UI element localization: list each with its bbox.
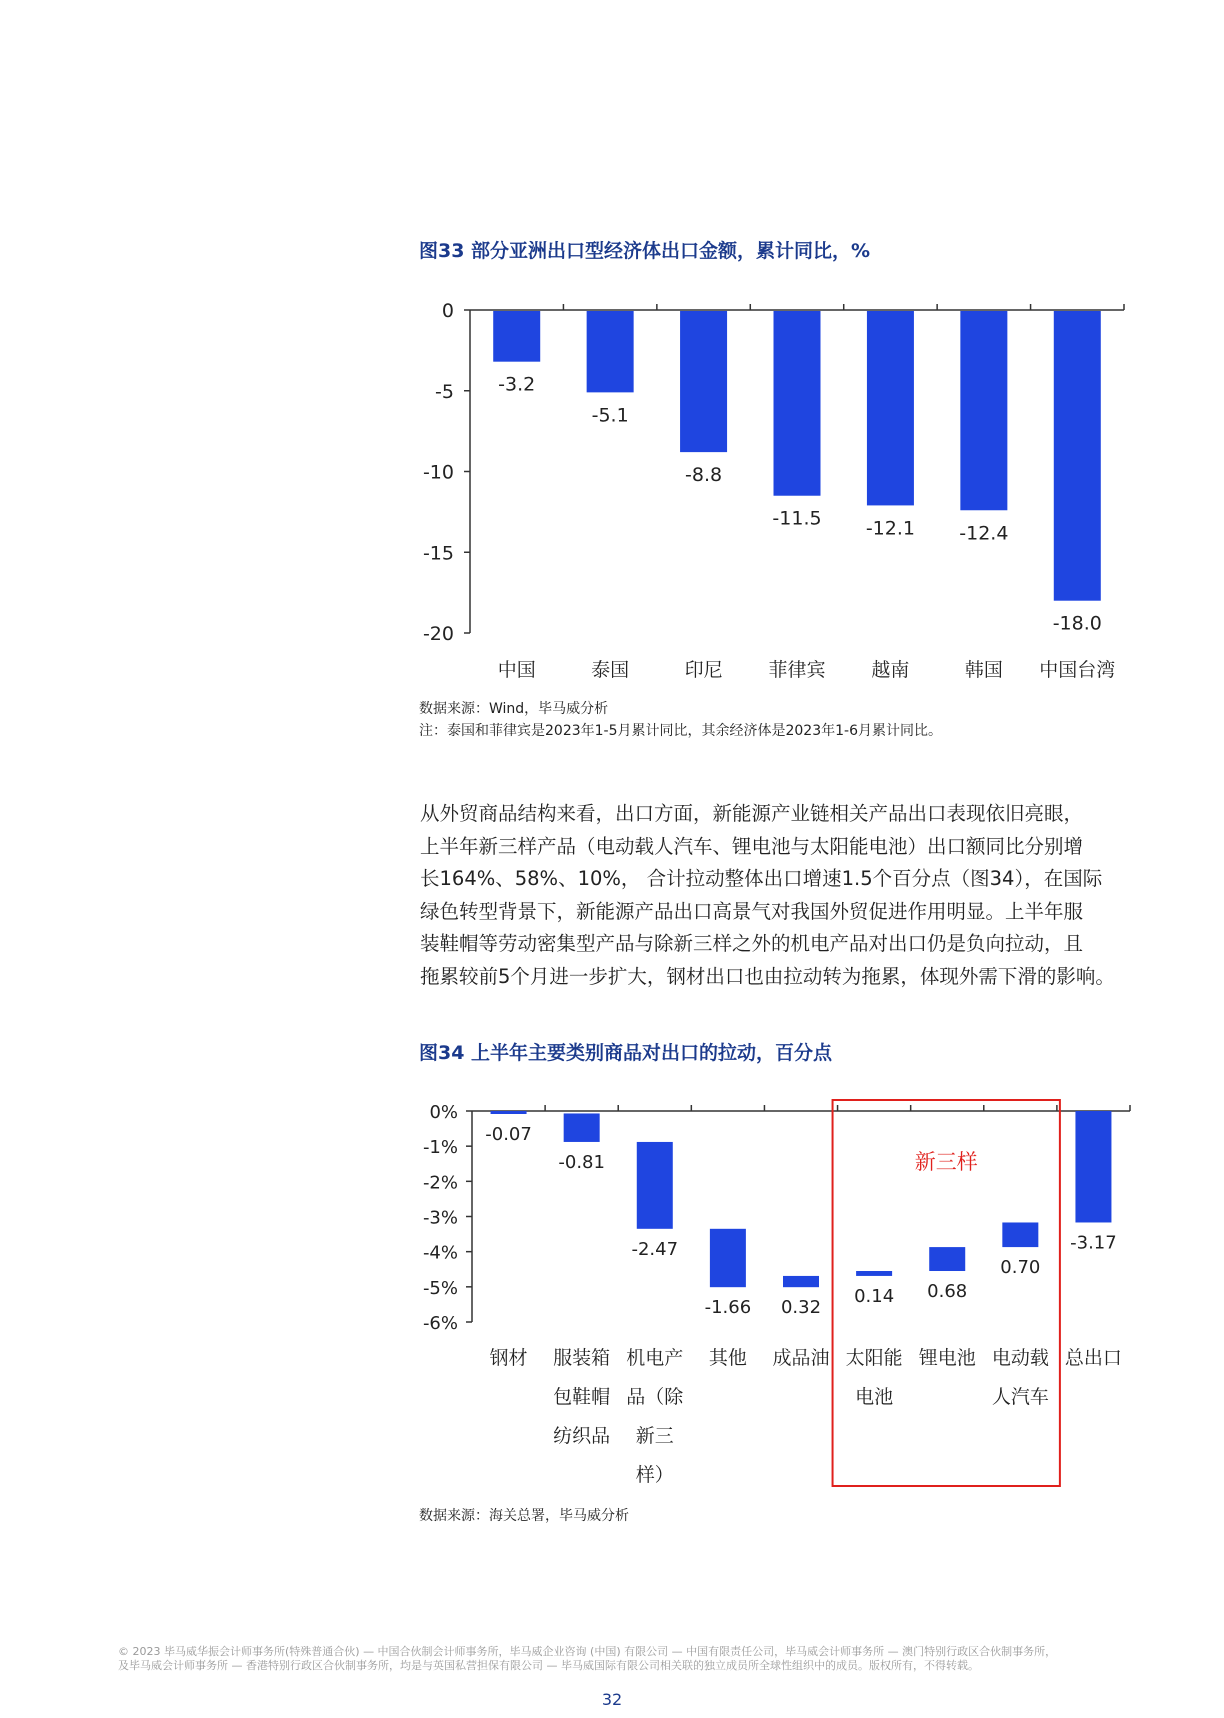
chart2-x-tick-label: 品（除 [626, 1386, 684, 1408]
chart2-value-label: -0.07 [485, 1124, 532, 1145]
chart2-x-tick-label: 总出口 [1064, 1347, 1122, 1369]
body-line: 拖累较前5个月进一步扩大，钢材出口也由拉动转为拖累，体现外需下滑的影响。 [420, 964, 1115, 988]
chart1-value-label: -5.1 [591, 404, 629, 427]
chart2-y-tick-label: 0% [429, 1102, 458, 1123]
footer-line: © 2023 毕马威华振会计师事务所(特殊普通合伙) — 中国合伙制会计师事务所，毕马威企业咨询 (中国) 有限公司 — 中国有限责任公司，毕马威会计师事务所 — 澳门特别行政区合伙制事务所， [118, 1645, 1057, 1658]
chart1-y-tick-label: -15 [422, 542, 454, 565]
chart2-y-tick-label: -4% [422, 1242, 458, 1264]
chart2-x-tick-label: 锂电池 [918, 1347, 976, 1369]
chart2-x-tick-label: 样） [635, 1464, 674, 1486]
chart1-value-label: -18.0 [1052, 612, 1102, 635]
body-line: 上半年新三样产品（电动载人汽车、锂电池与太阳能电池）出口额同比分别增 [420, 834, 1084, 858]
chart2-x-tick-label: 包鞋帽 [553, 1386, 611, 1408]
body-line: 装鞋帽等劳动密集型产品与除新三样之外的机电产品对出口仍是负向拉动，且 [420, 932, 1084, 955]
chart1-y-tick-label: 0 [441, 300, 454, 322]
chart2-y-tick-label: -6% [422, 1313, 458, 1334]
chart2-bar [783, 1276, 819, 1287]
chart2-highlight-label: 新三样 [914, 1150, 978, 1174]
chart2-x-tick-label: 太阳能 [845, 1347, 903, 1369]
chart2-x-tick-label: 人汽车 [991, 1386, 1049, 1408]
chart2-y-tick-label: -3% [422, 1207, 458, 1229]
chart2-bar [637, 1142, 673, 1229]
chart2-value-label: 0.14 [854, 1285, 895, 1307]
chart1-x-tick-label: 菲律宾 [768, 659, 826, 681]
chart2-value-label: 0.32 [780, 1297, 822, 1319]
page-number: 32 [601, 1690, 623, 1709]
chart2-x-tick-label: 成品油 [772, 1347, 830, 1369]
chart2-bar [491, 1111, 527, 1114]
chart2-bar [1075, 1111, 1111, 1222]
chart1-x-tick-label: 泰国 [591, 659, 630, 681]
chart2-x-tick-label: 电池 [855, 1386, 894, 1408]
chart1-value-label: -8.8 [685, 464, 723, 487]
chart2-value-label: 0.70 [1000, 1257, 1041, 1279]
chart2-x-tick-label: 服装箱 [553, 1347, 611, 1369]
chart2-value-label: 0.68 [927, 1281, 968, 1303]
chart2-bar [1002, 1222, 1038, 1247]
chart1-y-tick-label: -20 [422, 623, 454, 645]
chart2-bar [710, 1229, 746, 1287]
footer-copyright [118, 1645, 1138, 1673]
chart1-x-tick-label: 中国 [497, 659, 536, 681]
chart1-value-label: -3.2 [498, 373, 536, 396]
chart2-y-tick-label: -5% [422, 1277, 458, 1299]
chart1-note: 注：泰国和菲律宾是2023年1-5月累计同比，其余经济体是2023年1-6月累计同比。 [419, 723, 942, 739]
chart2-value-label: -1.66 [704, 1297, 752, 1319]
chart2-y-tick-label: -1% [422, 1137, 458, 1159]
chart2-x-tick-label: 电动载 [991, 1347, 1049, 1369]
chart2-y-tick-label: -2% [422, 1172, 458, 1194]
body-line: 从外贸商品结构来看，出口方面，新能源产业链相关产品出口表现依旧亮眼， [420, 802, 1084, 825]
chart2-bar [929, 1247, 965, 1271]
chart1-x-tick-label: 韩国 [964, 659, 1003, 681]
chart1-y-tick-label: -5 [435, 380, 454, 403]
chart2-x-tick-label: 钢材 [489, 1347, 528, 1369]
chart2-x-tick-label: 机电产 [626, 1347, 684, 1369]
chart2-value-label: -2.47 [631, 1238, 679, 1260]
chart2-bar [856, 1271, 892, 1276]
chart1-y-tick-label: -10 [422, 461, 454, 484]
chart2-x-tick-label: 新三 [635, 1425, 674, 1447]
chart2-source: 数据来源：海关总署，毕马威分析 [419, 1508, 629, 1524]
body-line: 绿色转型背景下，新能源产品出口高景气对我国外贸促进作用明显。上半年服 [420, 899, 1084, 923]
chart1-x-tick-label: 中国台湾 [1039, 659, 1116, 681]
chart2-x-tick-label: 其他 [708, 1347, 747, 1369]
chart1-x-tick-label: 越南 [871, 659, 910, 681]
chart1-title: 图33 部分亚洲出口型经济体出口金额，累计同比，% [419, 240, 871, 262]
chart2-value-label: -3.17 [1070, 1232, 1117, 1254]
chart2-value-label: -0.81 [558, 1151, 605, 1173]
chart1-x-tick-label: 印尼 [684, 659, 723, 681]
chart2-bar [564, 1113, 600, 1141]
chart2-title: 图34 上半年主要类别商品对出口的拉动，百分点 [419, 1042, 833, 1064]
chart1-source: 数据来源：Wind，毕马威分析 [419, 701, 609, 717]
chart2-x-tick-label: 纺织品 [553, 1425, 611, 1447]
chart1-value-label: -12.4 [959, 522, 1009, 545]
chart1-value-label: -11.5 [772, 507, 822, 530]
body-line: 长164%、58%、10%， 合计拉动整体出口增速1.5个百分点（图34），在国际 [420, 867, 1103, 890]
chart1-value-label: -12.1 [865, 517, 916, 540]
footer-line: 及毕马威会计师事务所 — 香港特别行政区合伙制事务所，均是与英国私营担保有限公司 — 毕马威国际有限公司相关联的独立成员所全球性组织中的成员。版权所有，不得转载。 [118, 1659, 979, 1672]
